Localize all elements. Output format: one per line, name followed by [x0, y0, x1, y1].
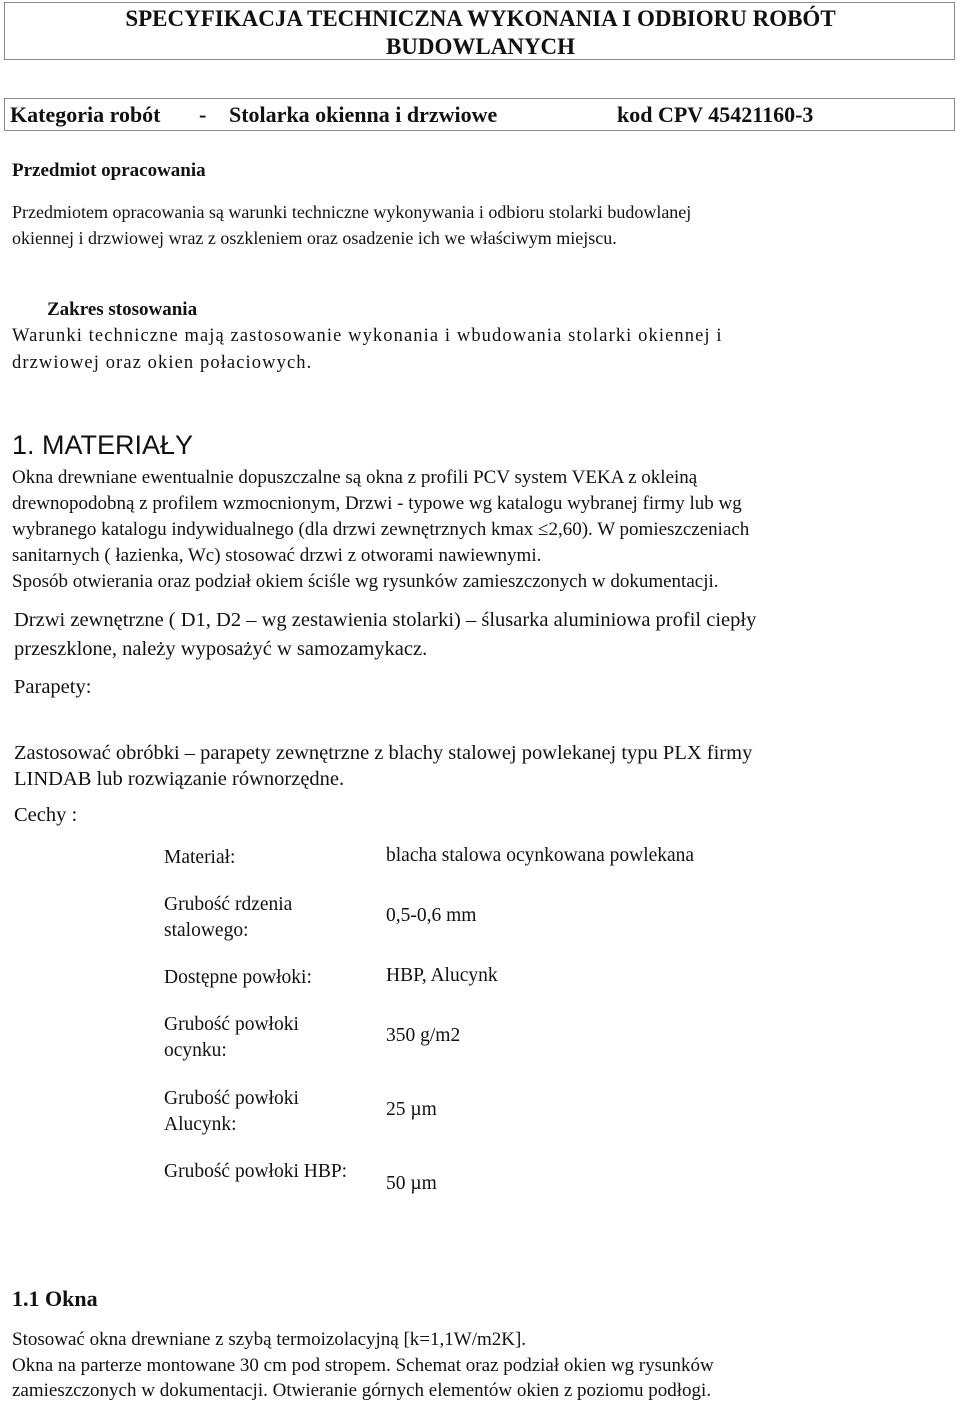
prop-value: 25 µm	[386, 1099, 437, 1120]
materials-line4: sanitarnych ( łazienka, Wc) stosować drzwi z otworami nawiewnymi.	[12, 545, 542, 566]
windows-line2: Okna na parterze montowane 30 cm pod stropem. Schemat oraz podział okien wg rysunków	[12, 1355, 714, 1376]
materials-heading: 1. MATERIAŁY	[12, 430, 194, 460]
category-box	[4, 98, 955, 131]
title-box	[4, 2, 955, 60]
sills-label: Parapety:	[14, 676, 92, 698]
document-title-line2: BUDOWLANYCH	[385, 34, 576, 59]
prop-value: 0,5-0,6 mm	[386, 905, 477, 926]
materials-line5: Sposób otwierania oraz podział okiem ściśle wg rysunków zamieszczonych w dokumentacji.	[12, 571, 719, 592]
prop-value: 350 g/m2	[386, 1025, 461, 1046]
subject-line1: Przedmiotem opracowania są warunki techniczne wykonywania i odbioru stolarki budowlanej	[12, 202, 692, 222]
category-label: Kategoria robót	[10, 102, 161, 127]
materials-line2: drewnopodobną z profilem wzmocnionym, Drzwi - typowe wg katalogu wybranej firmy lub wg	[12, 493, 742, 514]
scope-heading: Zakres stosowania	[47, 299, 198, 320]
prop-label: Dostępne powłoki:	[164, 967, 312, 988]
apply-line1: Zastosować obróbki – parapety zewnętrzne z blachy stalowej powlekanej typu PLX firmy	[14, 742, 753, 764]
prop-label: Grubość rdzenia stalowego:	[164, 894, 293, 941]
prop-label: Materiał:	[164, 847, 236, 868]
windows-line1: Stosować okna drewniane z szybą termoizolacyjną [k=1,1W/m2K].	[12, 1329, 527, 1350]
prop-label: Grubość powłoki HBP:	[164, 1161, 348, 1182]
category-name: Stolarka okienna i drzwiowe	[229, 102, 498, 127]
doors-line2: przeszklone, należy wyposażyć w samozamykacz.	[14, 638, 428, 660]
document-title-line1: SPECYFIKACJA TECHNICZNA WYKONANIA I ODBIORU ROBÓT	[125, 6, 836, 31]
prop-label: Grubość powłoki ocynku:	[164, 1014, 299, 1061]
subject-heading: Przedmiot opracowania	[12, 160, 206, 181]
prop-value: blacha stalowa ocynkowana powlekana	[386, 845, 695, 866]
windows-heading: 1.1 Okna	[12, 1286, 98, 1311]
prop-value: HBP, Alucynk	[386, 965, 498, 986]
materials-line3	[12, 519, 749, 541]
windows-line3: zamieszczonych w dokumentacji. Otwieranie górnych elementów okien z poziomu podłogi.	[12, 1380, 712, 1401]
scope-line2: drzwiowej oraz okien połaciowych.	[12, 353, 313, 373]
cpv-code: kod CPV 45421160-3	[617, 102, 814, 127]
subject-line2: okiennej i drzwiowej wraz z oszkleniem oraz osadzenie ich we właściwym miejscu.	[12, 228, 617, 248]
prop-label: Grubość powłoki Alucynk:	[164, 1088, 299, 1135]
materials-line3-a: wybranego katalogu indywidualnego (dla drzwi zewnętrznych kmax	[12, 519, 539, 540]
doors-line1: Drzwi zewnętrzne ( D1, D2 – wg zestawienia stolarki) – ślusarka aluminiowa profil ciepły	[14, 609, 757, 631]
scope-line1: Warunki techniczne mają zastosowanie wykonania i wbudowania stolarki okiennej i	[12, 326, 723, 346]
apply-line2: LINDAB lub rozwiązanie równorzędne.	[14, 768, 345, 790]
less-equal-symbol: ≤	[538, 519, 549, 540]
materials-line1: Okna drewniane ewentualnie dopuszczalne są okna z profili PCV system VEKA z okleiną	[12, 467, 698, 488]
category-dash: -	[199, 102, 207, 127]
materials-line3-b: 2,60). W pomieszczeniach	[548, 519, 750, 540]
features-label: Cechy :	[14, 804, 78, 826]
prop-value: 50 µm	[386, 1173, 437, 1194]
